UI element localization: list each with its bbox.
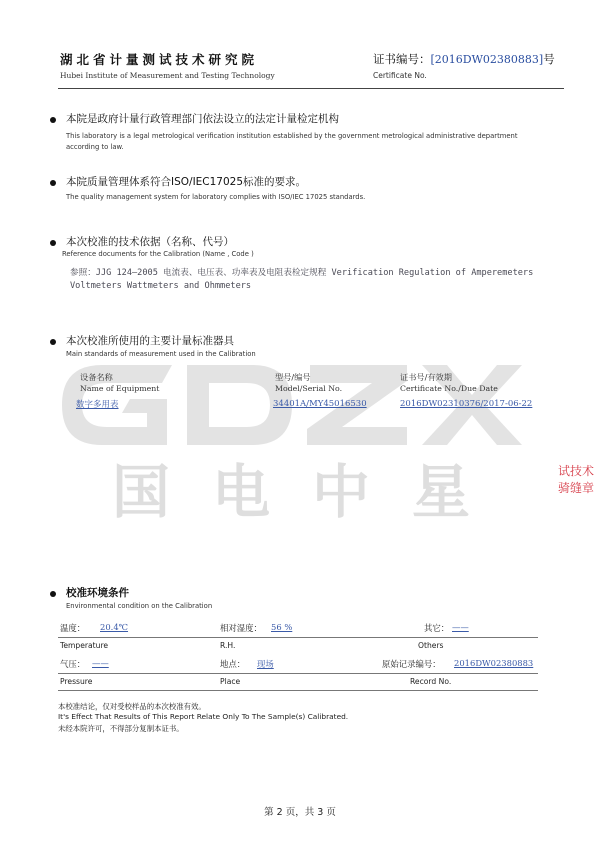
bullet-icon bbox=[50, 180, 56, 186]
place-label-en: Place bbox=[220, 677, 241, 686]
col-cert-en: Certificate No./Due Date bbox=[400, 384, 498, 393]
pressure-label-en: Pressure bbox=[60, 677, 93, 686]
page-number: 第 2 页，共 3 页 bbox=[264, 807, 336, 818]
legal-statement-en: This laboratory is a legal metrological verification institution established by the government metrological administrative department according to law. bbox=[66, 132, 518, 151]
cert-no-suffix: 号 bbox=[543, 52, 555, 66]
watermark-char: 星 bbox=[412, 458, 471, 526]
note-copy-restriction: 未经本院许可，不得部分复制本证书。 bbox=[58, 724, 184, 733]
reference-title-cn: 本次校准的技术依据（名称、代号） bbox=[66, 236, 234, 248]
temperature-label: 温度： bbox=[60, 623, 86, 633]
note-validity: 本校准结论，仅对受校样品的本次校准有效。 bbox=[58, 702, 206, 711]
quality-statement-cn: 本院质量管理体系符合ISO/IEC17025标准的要求。 bbox=[66, 176, 307, 188]
standards-title-en: Main standards of measurement used in the Calibration bbox=[66, 350, 256, 358]
bullet-icon bbox=[50, 117, 56, 123]
cert-no-label: 证书编号： bbox=[373, 52, 431, 66]
pressure-value: —— bbox=[92, 658, 109, 668]
certificate-number bbox=[373, 51, 555, 67]
temperature-label-en: Temperature bbox=[60, 641, 109, 650]
watermark-char: 中 bbox=[312, 458, 371, 526]
institute-name-cn: 湖北省计量测试技术研究院 bbox=[60, 52, 259, 67]
others-label-en: Others bbox=[418, 641, 444, 650]
equipment-cert: 2016DW02310376/2017-06-22 bbox=[400, 399, 533, 409]
col-model-en: Model/Serial No. bbox=[275, 384, 343, 393]
cert-no-label-en: Certificate No. bbox=[373, 71, 427, 80]
others-label: 其它： bbox=[424, 623, 450, 633]
seal-line: 骑缝章 bbox=[558, 481, 595, 495]
quality-statement-en: The quality management system for laboratory complies with ISO/IEC 17025 standards. bbox=[66, 193, 366, 201]
humidity-value: 56 % bbox=[271, 622, 293, 632]
standards-title-cn: 本次校准所使用的主要计量标准器具 bbox=[66, 335, 234, 347]
col-equipment-cn: 设备名称 bbox=[80, 372, 113, 382]
record-label-en: Record No. bbox=[410, 677, 452, 686]
row-divider bbox=[58, 637, 538, 638]
seal-line: 试技术 bbox=[558, 464, 595, 478]
temperature-value: 20.4℃ bbox=[100, 622, 129, 632]
col-equipment-en: Name of Equipment bbox=[80, 384, 160, 393]
equipment-name: 数字多用表 bbox=[76, 400, 119, 410]
reference-document: 参照：JJG 124—2005 电流表、电压表、功率表及电阻表检定规程 Verification Regulation of Amperemeters Voltmeters Wattmeters and Ohmmeters bbox=[70, 268, 534, 291]
record-label: 原始记录编号： bbox=[382, 659, 441, 669]
place-value: 现场 bbox=[257, 659, 274, 669]
section-divider bbox=[58, 690, 538, 691]
bullet-icon bbox=[50, 591, 56, 597]
reference-title-en: Reference documents for the Calibration (Name , Code ) bbox=[62, 250, 254, 258]
seam-seal bbox=[558, 463, 594, 497]
bullet-icon bbox=[50, 240, 56, 246]
legal-statement-cn: 本院是政府计量行政管理部门依法设立的法定计量检定机构 bbox=[66, 113, 339, 125]
bullet-icon bbox=[50, 339, 56, 345]
col-model-cn: 型号/编号 bbox=[275, 372, 311, 382]
header-divider bbox=[58, 88, 564, 89]
watermark-char: 国 bbox=[112, 458, 171, 526]
environment-title-cn: 校准环境条件 bbox=[66, 587, 129, 599]
record-value: 2016DW02380883 bbox=[454, 658, 534, 668]
cert-no-value: [2016DW02380883] bbox=[430, 53, 544, 66]
place-label: 地点： bbox=[220, 659, 246, 669]
watermark-char: 电 bbox=[212, 458, 271, 526]
others-value: —— bbox=[452, 622, 469, 632]
row-divider bbox=[58, 673, 538, 674]
environment-title-en: Environmental condition on the Calibration bbox=[66, 602, 213, 610]
institute-name-en: Hubei Institute of Measurement and Testing Technology bbox=[60, 71, 275, 80]
humidity-label-en: R.H. bbox=[220, 641, 236, 650]
equipment-model: 34401A/MY45016530 bbox=[273, 399, 367, 409]
col-cert-cn: 证书号/有效期 bbox=[400, 372, 452, 382]
note-validity-en: It's Effect That Results of This Report Relate Only To The Sample(s) Calibrated. bbox=[58, 712, 349, 721]
pressure-label: 气压： bbox=[60, 659, 86, 669]
humidity-label: 相对湿度： bbox=[220, 623, 262, 633]
